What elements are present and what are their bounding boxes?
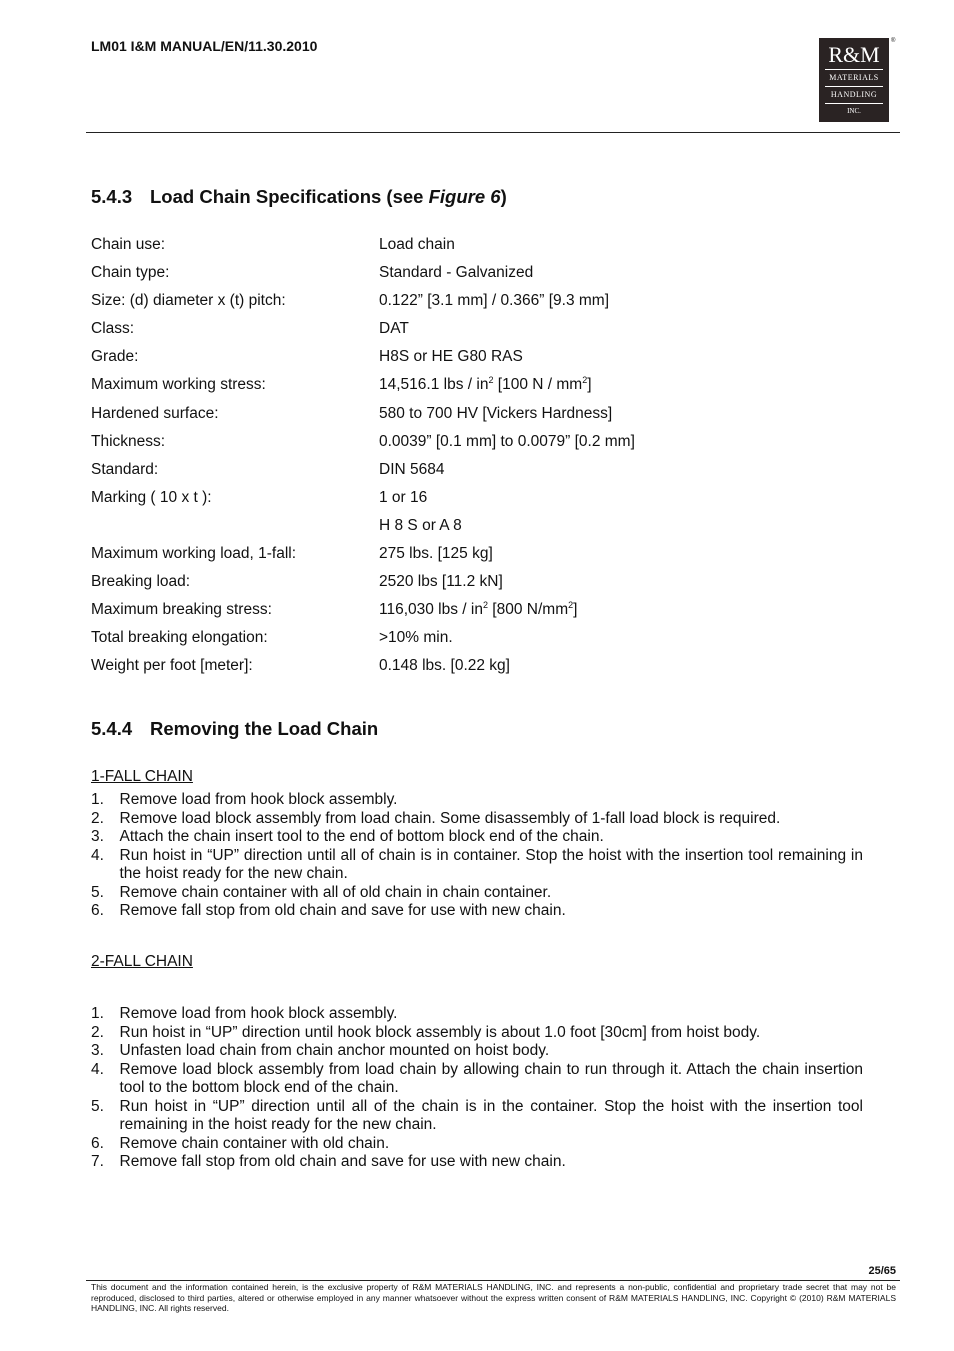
step-number: 2. [91,1023,104,1041]
spec-value: H 8 S or A 8 [379,516,462,534]
section-heading-5-4-3 [91,186,507,208]
section-number: 5.4.3 [91,186,133,207]
spec-value: 275 lbs. [125 kg] [379,545,493,563]
step-text: Remove load from hook block assembly. [119,1005,398,1022]
section-title: Load Chain Specifications (see [150,186,429,207]
logo-inc: INC. [847,107,861,115]
step-text: Remove fall stop from old chain and save for use with new chain. [119,1153,566,1170]
confidentiality-notice: This document and the information contained herein, is the exclusive property of R&M MATERIALS HANDLING, INC. and represents a non-public, confidential and proprietary trade secret that may not be reproduced, disclosed to third parties, altered or otherwise employed in any manner whatsoever without the express written consent of R&M MATERIALS HANDLING, INC. Copyright © (2010) R&M MATERIALS HANDLING, INC. All rights reserved. [91,1282,896,1313]
spec-value: DAT [379,320,409,338]
superscript: 2 [482,600,488,611]
step-item [91,828,863,847]
spec-value: >10% min. [379,629,453,647]
spec-value-part: 116,030 lbs / in [379,601,483,619]
step-number: 1. [91,791,104,808]
spec-value: 580 to 700 HV [Vickers Hardness] [379,404,613,422]
spec-value: Standard - Galvanized [379,264,534,282]
step-number: 6. [91,902,104,919]
superscript: 2 [582,375,588,386]
step-item [91,884,863,903]
section-title-close: ) [500,186,507,207]
steps-1-fall [91,791,863,921]
spec-label: Maximum working load, 1-fall: [91,545,297,563]
spec-label: Grade: [91,348,139,366]
section-heading-5-4-4 [91,718,378,740]
section-number: 5.4.4 [91,718,133,739]
spec-value: 1 or 16 [379,488,428,506]
spec-value [379,601,577,619]
step-item [91,1098,863,1135]
step-number: 5. [91,1097,104,1115]
step-text: Run hoist in “UP” direction until all of the chain is in the container. Stop the hoist with the insertion tool remaining in the hoist ready for the new chain. [119,1097,863,1133]
step-number: 4. [91,846,104,864]
spec-label: Chain use: [91,236,166,253]
step-item [91,902,863,921]
step-item [91,1005,863,1024]
subheading-1-fall: 1-FALL CHAIN [91,768,193,785]
spec-label: Maximum breaking stress: [91,601,272,619]
logo-handling: HANDLING [830,90,878,99]
spec-label: Size: (d) diameter x (t) pitch: [91,292,286,310]
spec-value-part: ] [573,601,578,619]
step-number: 6. [91,1134,104,1152]
spec-value: 0.122” [3.1 mm] / 0.366” [9.3 mm] [379,292,610,310]
spec-value: 0.148 lbs. [0.22 kg] [379,657,510,675]
spec-value-part: [800 N/mm [488,601,569,619]
spec-value: 0.0039” [0.1 mm] to 0.0079” [0.2 mm] [379,432,635,450]
spec-label: Thickness: [91,432,166,450]
step-item [91,1153,863,1172]
spec-label: Standard: [91,460,159,478]
step-item [91,847,863,884]
spec-value-part: ] [587,376,592,394]
document-id: LM01 I&M MANUAL/EN/11.30.2010 [91,38,318,54]
subheading-2-fall: 2-FALL CHAIN [91,953,193,970]
spec-label: Total breaking elongation: [91,629,268,647]
spec-value-part: [100 N / mm [493,376,583,394]
step-text: Unfasten load chain from chain anchor mounted on hoist body. [119,1042,550,1059]
superscript: 2 [568,600,574,611]
step-text: Remove fall stop from old chain and save for use with new chain. [119,902,566,919]
step-text: Remove chain container with all of old chain in chain container. [119,883,552,901]
step-item [91,1135,863,1154]
logo-monogram: R&M [828,42,880,67]
step-text: Remove load block assembly from load chain. Some disassembly of 1-fall load block is required. [119,809,781,827]
step-item [91,1042,863,1061]
spec-value: DIN 5684 [379,460,445,478]
spec-value: 2520 lbs [11.2 kN] [379,573,503,591]
spec-value-part: 14,516.1 lbs / in [379,376,489,394]
spec-label: Maximum working stress: [91,376,266,394]
step-text: Run hoist in “UP” direction until hook block assembly is about 1.0 foot [30cm] from hoist body. [119,1023,761,1041]
page-number: 25/65 [868,1265,896,1277]
logo-materials: MATERIALS [829,73,879,82]
spec-label: Class: [91,320,135,338]
step-number: 4. [91,1060,104,1078]
spec-label: Hardened surface: [91,404,219,422]
step-number: 3. [91,1042,104,1059]
spec-label: Chain type: [91,264,170,282]
spec-value: H8S or HE G80 RAS [379,348,523,366]
spec-label: Breaking load: [91,573,191,591]
step-text: Remove load from hook block assembly. [119,791,398,808]
step-text: Remove load block assembly from load chain by allowing chain to run through it. Attach the chain insertion tool to the bottom block end of the chain. [119,1060,863,1096]
step-item [91,1061,863,1098]
step-text: Attach the chain insert tool to the end of bottom block end of the chain. [119,828,604,845]
step-number: 1. [91,1005,104,1022]
step-number: 5. [91,883,104,901]
steps-2-fall [91,1005,863,1172]
step-item [91,791,863,810]
section-title: Removing the Load Chain [150,718,379,739]
spec-label: Marking ( 10 x t ): [91,488,212,506]
company-logo [819,38,889,122]
figure-reference: Figure 6 [428,186,501,207]
step-number: 2. [91,809,104,827]
superscript: 2 [488,375,494,386]
spec-value: Load chain [379,236,455,253]
registered-mark: ® [891,38,896,44]
step-number: 3. [91,828,104,845]
footer-divider [86,1280,900,1281]
header-divider [86,132,900,133]
step-text: Run hoist in “UP” direction until all of chain is in container. Stop the hoist with the insertion tool remaining in the hoist ready for the new chain. [119,846,863,882]
step-number: 7. [91,1153,104,1170]
step-text: Remove chain container with old chain. [119,1134,390,1152]
spec-value [379,376,592,394]
step-item [91,810,863,829]
step-item [91,1024,863,1043]
spec-label: Weight per foot [meter]: [91,657,253,675]
